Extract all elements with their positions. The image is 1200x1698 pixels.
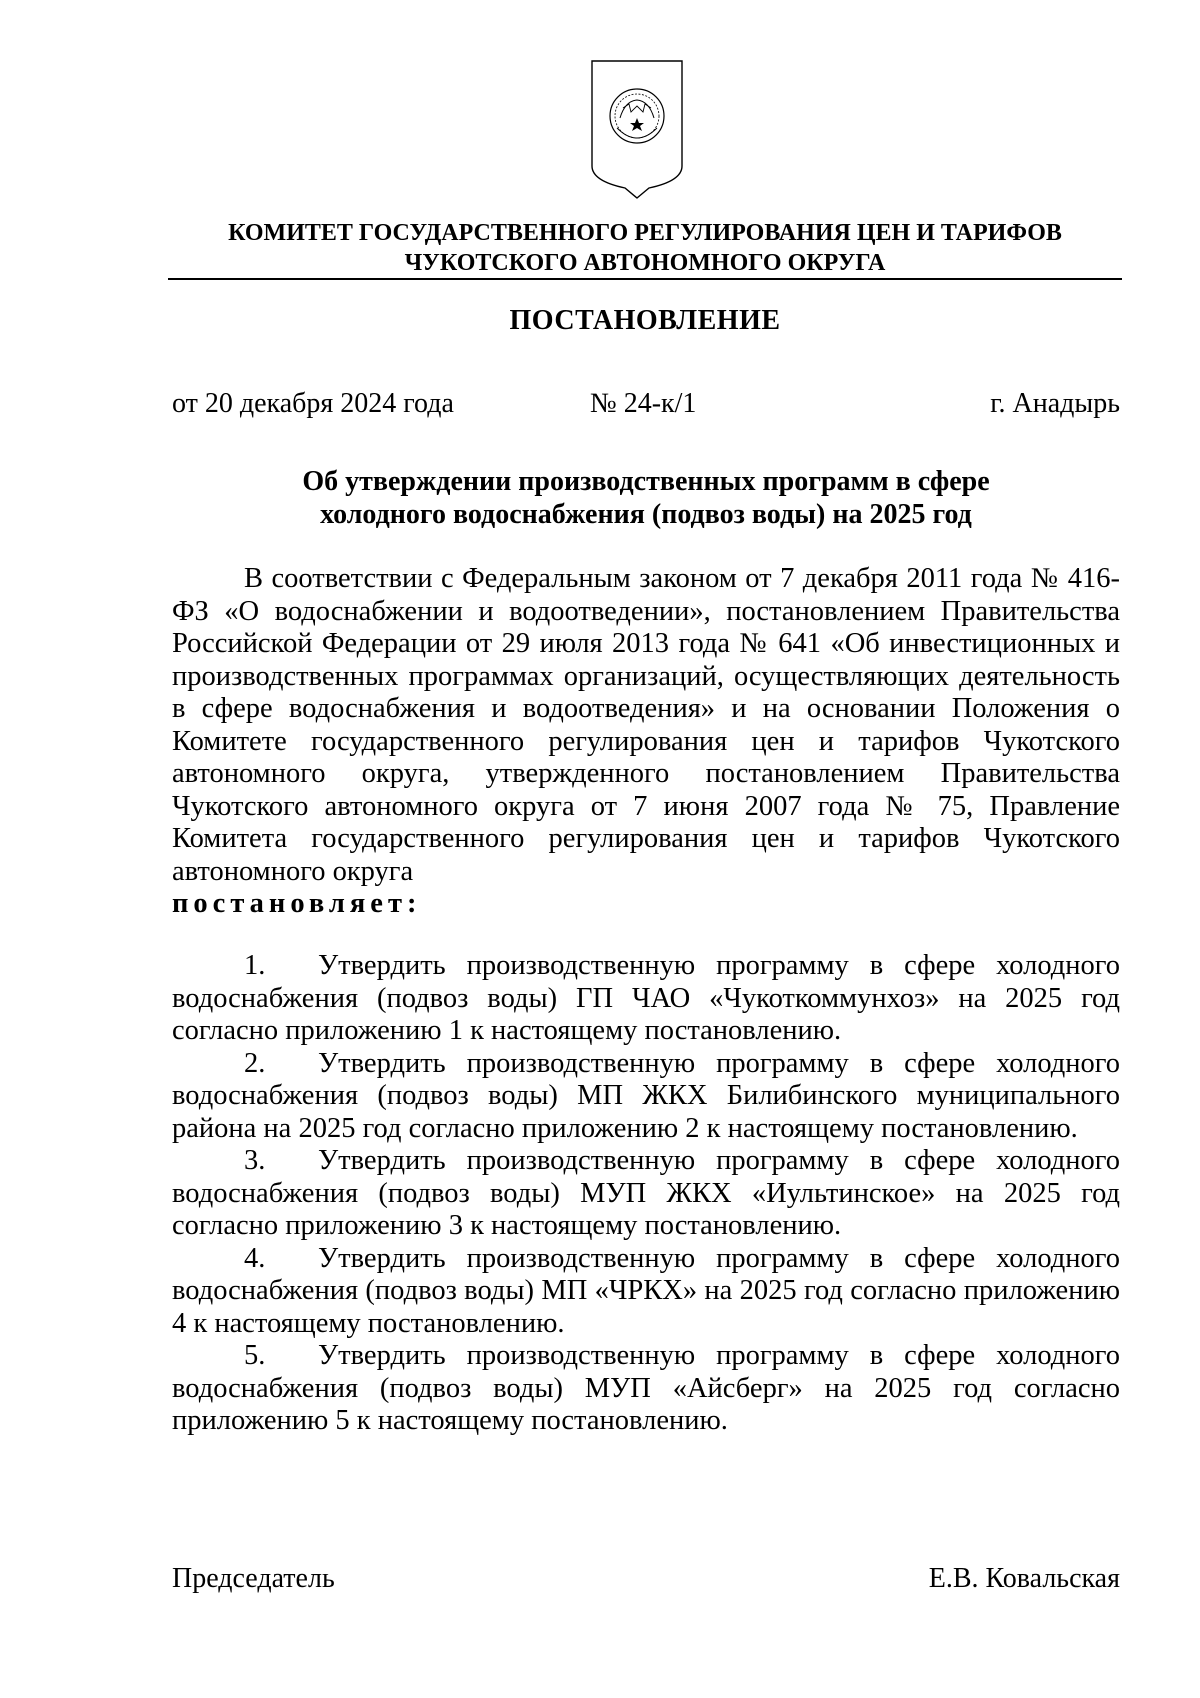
decree-item <box>172 1243 1120 1341</box>
signatory-name: Е.В. Ковальская <box>928 1563 1120 1594</box>
item-number: 2. <box>244 1047 266 1079</box>
organization-header <box>168 218 1122 278</box>
item-text: Утвердить производственную программу в сфере холодного водоснабжения (подвоз воды) МП «ЧРКХ» на 2025 год согласно приложению 4 к настоящему постановлению. <box>172 1242 1120 1339</box>
document-title-line2: холодного водоснабжения (подвоз воды) на 2025 год <box>320 499 972 530</box>
document-body <box>172 563 1120 921</box>
decree-item <box>172 1145 1120 1243</box>
item-text: Утвердить производственную программу в сфере холодного водоснабжения (подвоз воды) МУП «Айсберг» на 2025 год согласно приложению 5 к настоящему постановлению. <box>172 1340 1120 1436</box>
document-number: № 24-к/1 <box>590 388 697 419</box>
item-text: Утвердить производственную программу в сфере холодного водоснабжения (подвоз воды) МП ЖКХ Билибинского муниципального района на 2025 год согласно приложению 2 к настоящему постановлению. <box>172 1047 1120 1144</box>
preamble-paragraph: В соответствии с Федеральным законом от 7 декабря 2011 года № 416-ФЗ «О водоснабжении и водоотведении», постановлением Правительства Российской Федерации от 29 июля 2013 года № 641 «Об инвестиционных и производственных программах организаций, осуществляющих деятельность в сфере водоснабжения и водоотведения» и на основании Положения о Комитете государственного регулирования цен и тарифов Чукотского автономного округа, утвержденного постановлением Правительства Чукотского автономного округа от 7 июня 2007 года № 75, Правление Комитета государственного регулирования цен и тарифов Чукотского автономного округа <box>172 563 1120 887</box>
item-number: 5. <box>244 1340 266 1371</box>
document-place: г. Анадырь <box>990 388 1120 419</box>
signatory-title: Председатель <box>172 1563 335 1594</box>
item-text: Утвердить производственную программу в сфере холодного водоснабжения (подвоз воды) ГП ЧАО «Чукоткоммунхоз» на 2025 год согласно приложению 1 к настоящему постановлению. <box>172 950 1120 1046</box>
signature-block <box>172 1563 1120 1599</box>
item-text: Утвердить производственную программу в сфере холодного водоснабжения (подвоз воды) МУП ЖКХ «Иультинское» на 2025 год согласно приложению 3 к настоящему постановлению. <box>172 1145 1120 1241</box>
decree-item <box>172 950 1120 1048</box>
decree-item <box>172 1048 1120 1146</box>
decree-item <box>172 1340 1120 1438</box>
document-title-line1: Об утверждении производственных программ в сфере <box>302 466 990 497</box>
item-number: 1. <box>244 950 266 981</box>
document-title <box>172 465 1120 531</box>
document-type: ПОСТАНОВЛЕНИЕ <box>509 305 781 336</box>
header-divider <box>168 278 1122 280</box>
organization-name-line1: КОМИТЕТ ГОСУДАРСТВЕННОГО РЕГУЛИРОВАНИЯ ЦЕН И ТАРИФОВ <box>228 220 1062 246</box>
coat-of-arms-emblem <box>587 56 687 206</box>
document-meta <box>172 388 1120 422</box>
decree-items <box>172 950 1120 1438</box>
decree-word: постановляет: <box>172 888 422 919</box>
document-date: от 20 декабря 2024 года <box>172 388 454 419</box>
organization-name-line2: ЧУКОТСКОГО АВТОНОМНОГО ОКРУГА <box>404 250 886 276</box>
item-number: 4. <box>244 1242 266 1274</box>
item-number: 3. <box>244 1145 266 1176</box>
